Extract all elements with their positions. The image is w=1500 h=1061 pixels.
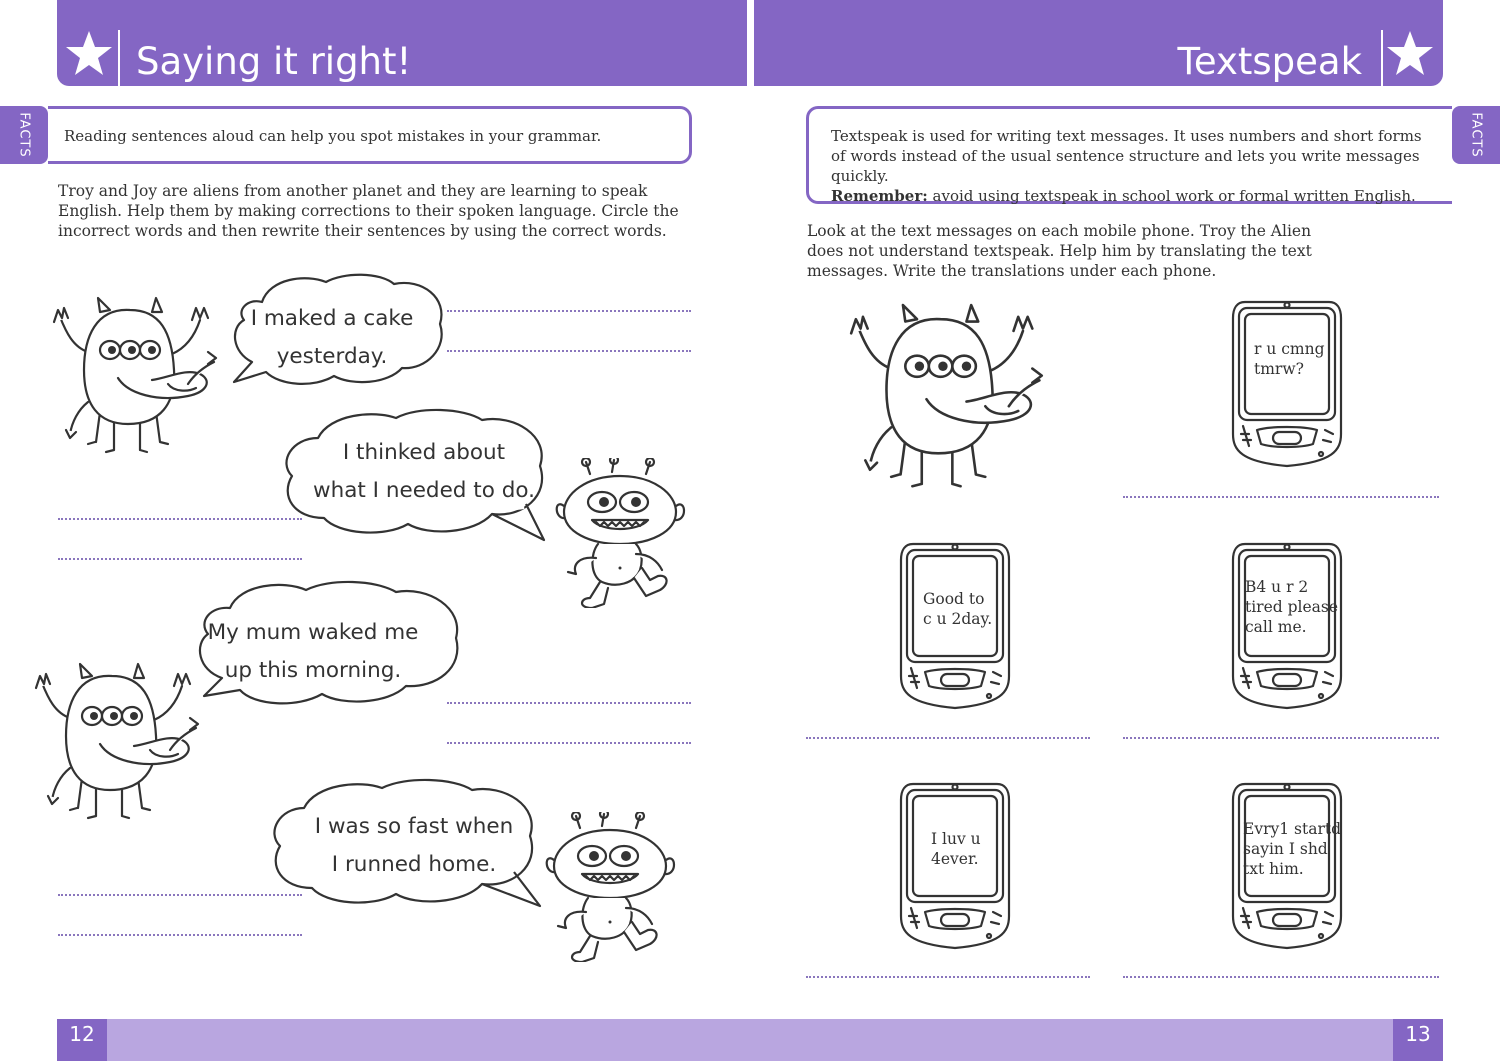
remember-text: avoid using textspeak in school work or formal written English. [927,187,1416,205]
facts-tab-label: FACTS [1468,112,1484,158]
left-fact-text: Reading sentences aloud can help you spot mistakes in your grammar. [64,127,602,145]
star-icon [64,29,114,79]
header-divider [1381,30,1383,86]
facts-tab-label: FACTS [16,112,32,158]
remember-label: Remember: [831,187,928,205]
writing-line[interactable] [1123,496,1439,498]
writing-line[interactable] [447,702,691,704]
left-instructions: Troy and Joy are aliens from another planet and they are learning to speak English. Help them by making corrections to their spoken language. Circle the incorrect words and then rewrite their sentences by using the correct words. [58,182,679,240]
writing-line[interactable] [58,894,302,896]
phone-message: Good to c u 2day. [923,590,993,628]
bubble-text: I maked a cake yesterday. [250,306,414,369]
alien-joy-icon [540,812,680,962]
writing-line[interactable] [447,310,691,312]
writing-line[interactable] [58,934,302,936]
phone-message: Evry1 startd sayin I shd txt him. [1243,820,1342,878]
right-fact-box [806,106,1452,204]
alien-troy-icon [820,298,1080,498]
alien-troy-icon [48,292,228,462]
footer-band [57,1019,1443,1061]
writing-line[interactable] [447,742,691,744]
alien-joy-icon [550,458,690,608]
left-page-title: Saying it right! [136,40,412,83]
right-instructions: Look at the text messages on each mobile phone. Troy the Alien does not understand textspeak. Help him by translating the text messages. Write the translations under each phone. [807,222,1312,280]
writing-line[interactable] [447,350,691,352]
facts-tab-right [1452,106,1500,164]
writing-line[interactable] [1123,976,1439,978]
right-fact-text: Textspeak is used for writing text messages. It uses numbers and short forms of words instead of the usual sentence structure and lets you write messages quickly. [831,127,1422,185]
writing-line[interactable] [806,737,1090,739]
writing-line[interactable] [58,518,302,520]
phone-message: B4 u r 2 tired please call me. [1245,578,1339,636]
writing-line[interactable] [58,558,302,560]
bubble-text: My mum waked me up this morning. [207,620,419,683]
phone-message: r u cmng tmrw? [1254,340,1325,378]
bubble-text: I was so fast when I runned home. [314,814,514,877]
writing-line[interactable] [806,976,1090,978]
facts-tab-left [0,106,48,164]
star-icon [1385,29,1435,79]
writing-line[interactable] [1123,737,1439,739]
bubble-text: I thinked about what I needed to do. [313,440,535,503]
mobile-phone-icon [1231,294,1343,470]
phone-message: I luv u 4ever. [931,830,981,868]
right-page-title: Textspeak [1177,40,1362,83]
left-fact-box [48,106,692,164]
alien-troy-icon [30,658,210,828]
header-divider [118,30,120,86]
page-number-right: 13 [1393,1019,1443,1061]
page-number-left: 12 [57,1019,107,1061]
